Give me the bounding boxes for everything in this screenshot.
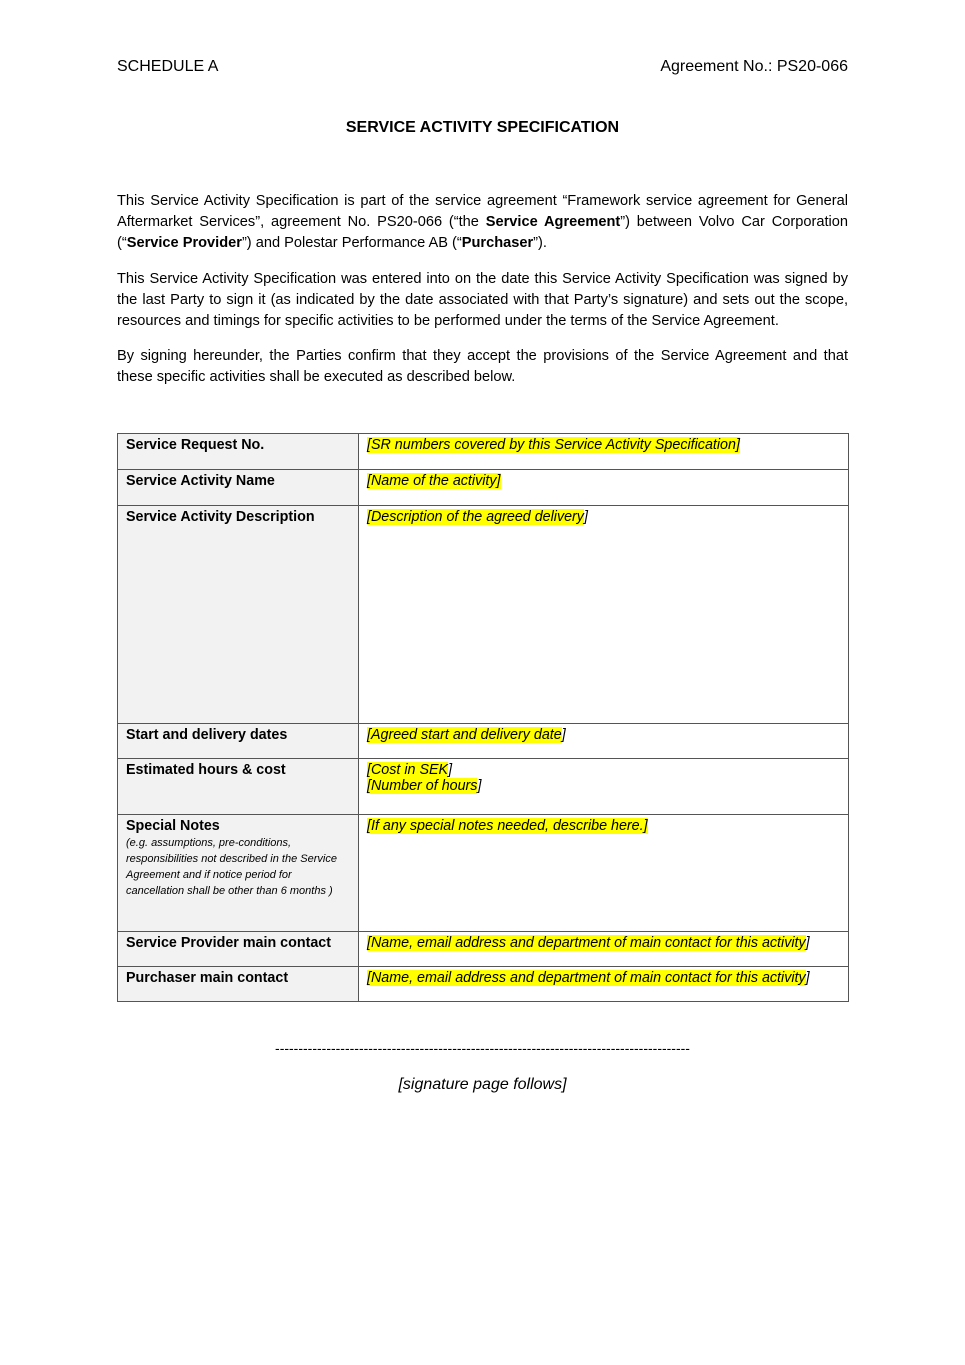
document-title: SERVICE ACTIVITY SPECIFICATION — [345, 119, 620, 136]
row-value[interactable]: [SR numbers covered by this Service Activity Specification] — [359, 434, 849, 470]
table-row — [118, 815, 849, 932]
row-label: Special Notes (e.g. assumptions, pre-conditions, responsibilities not described in the Service Agreement and if notice period for cancellation shall be other than 6 months ) — [118, 815, 359, 932]
intro-paragraph-2: This Service Activity Specification was entered into on the date this Service Activity Specification was signed by the last Party to sign it (as indicated by the date associated with that Party’s signature) and sets out the scope, resources and timings for specific activities to be performed under the terms of the Service Agreement. — [117, 271, 848, 329]
row-value[interactable]: [Name of the activity] — [359, 470, 849, 506]
divider-line: ----------------------------------------------------------------------------------------- — [275, 1040, 690, 1056]
table-row — [118, 724, 849, 759]
row-label: Service Activity Name — [118, 470, 359, 506]
row-label: Start and delivery dates — [118, 724, 359, 759]
agreement-number: Agreement No.: PS20-066 — [660, 58, 848, 75]
table-row — [118, 759, 849, 815]
row-value[interactable]: [If any special notes needed, describe here.] — [359, 815, 849, 932]
row-label: Service Activity Description — [118, 506, 359, 724]
table-row — [118, 434, 849, 470]
table-row — [118, 932, 849, 967]
intro-paragraph-1: This Service Activity Specification is part of the service agreement “Framework service agreement for General Aftermarket Services”, agreement No. PS20-066 (“the Service Agreement”) between Volvo Car Corporation (“Service Provider”) and Polestar Performance AB (“Purchaser”). — [117, 193, 848, 251]
intro-paragraph-3: By signing hereunder, the Parties confirm that they accept the provisions of the Service Agreement and that these specific activities shall be executed as described below. — [117, 348, 848, 385]
specification-table — [117, 433, 849, 1002]
signature-page-note: [signature page follows] — [398, 1076, 567, 1093]
row-label: Estimated hours & cost — [118, 759, 359, 815]
special-notes-hint: (e.g. assumptions, pre-conditions, responsibilities not described in the Service Agreement and if notice period for cancellation shall be other than 6 months ) — [126, 837, 337, 897]
row-label: Service Provider main contact — [118, 932, 359, 967]
row-value[interactable]: [Cost in SEK] [Number of hours] — [359, 759, 849, 815]
row-value[interactable]: [Name, email address and department of main contact for this activity] — [359, 932, 849, 967]
row-label: Service Request No. — [118, 434, 359, 470]
table-row — [118, 470, 849, 506]
table-row — [118, 967, 849, 1002]
table-row — [118, 506, 849, 724]
row-value[interactable]: [Agreed start and delivery date] — [359, 724, 849, 759]
schedule-label: SCHEDULE A — [117, 58, 219, 75]
row-label: Purchaser main contact — [118, 967, 359, 1002]
row-value[interactable]: [Description of the agreed delivery] — [359, 506, 849, 724]
row-value[interactable]: [Name, email address and department of main contact for this activity] — [359, 967, 849, 1002]
